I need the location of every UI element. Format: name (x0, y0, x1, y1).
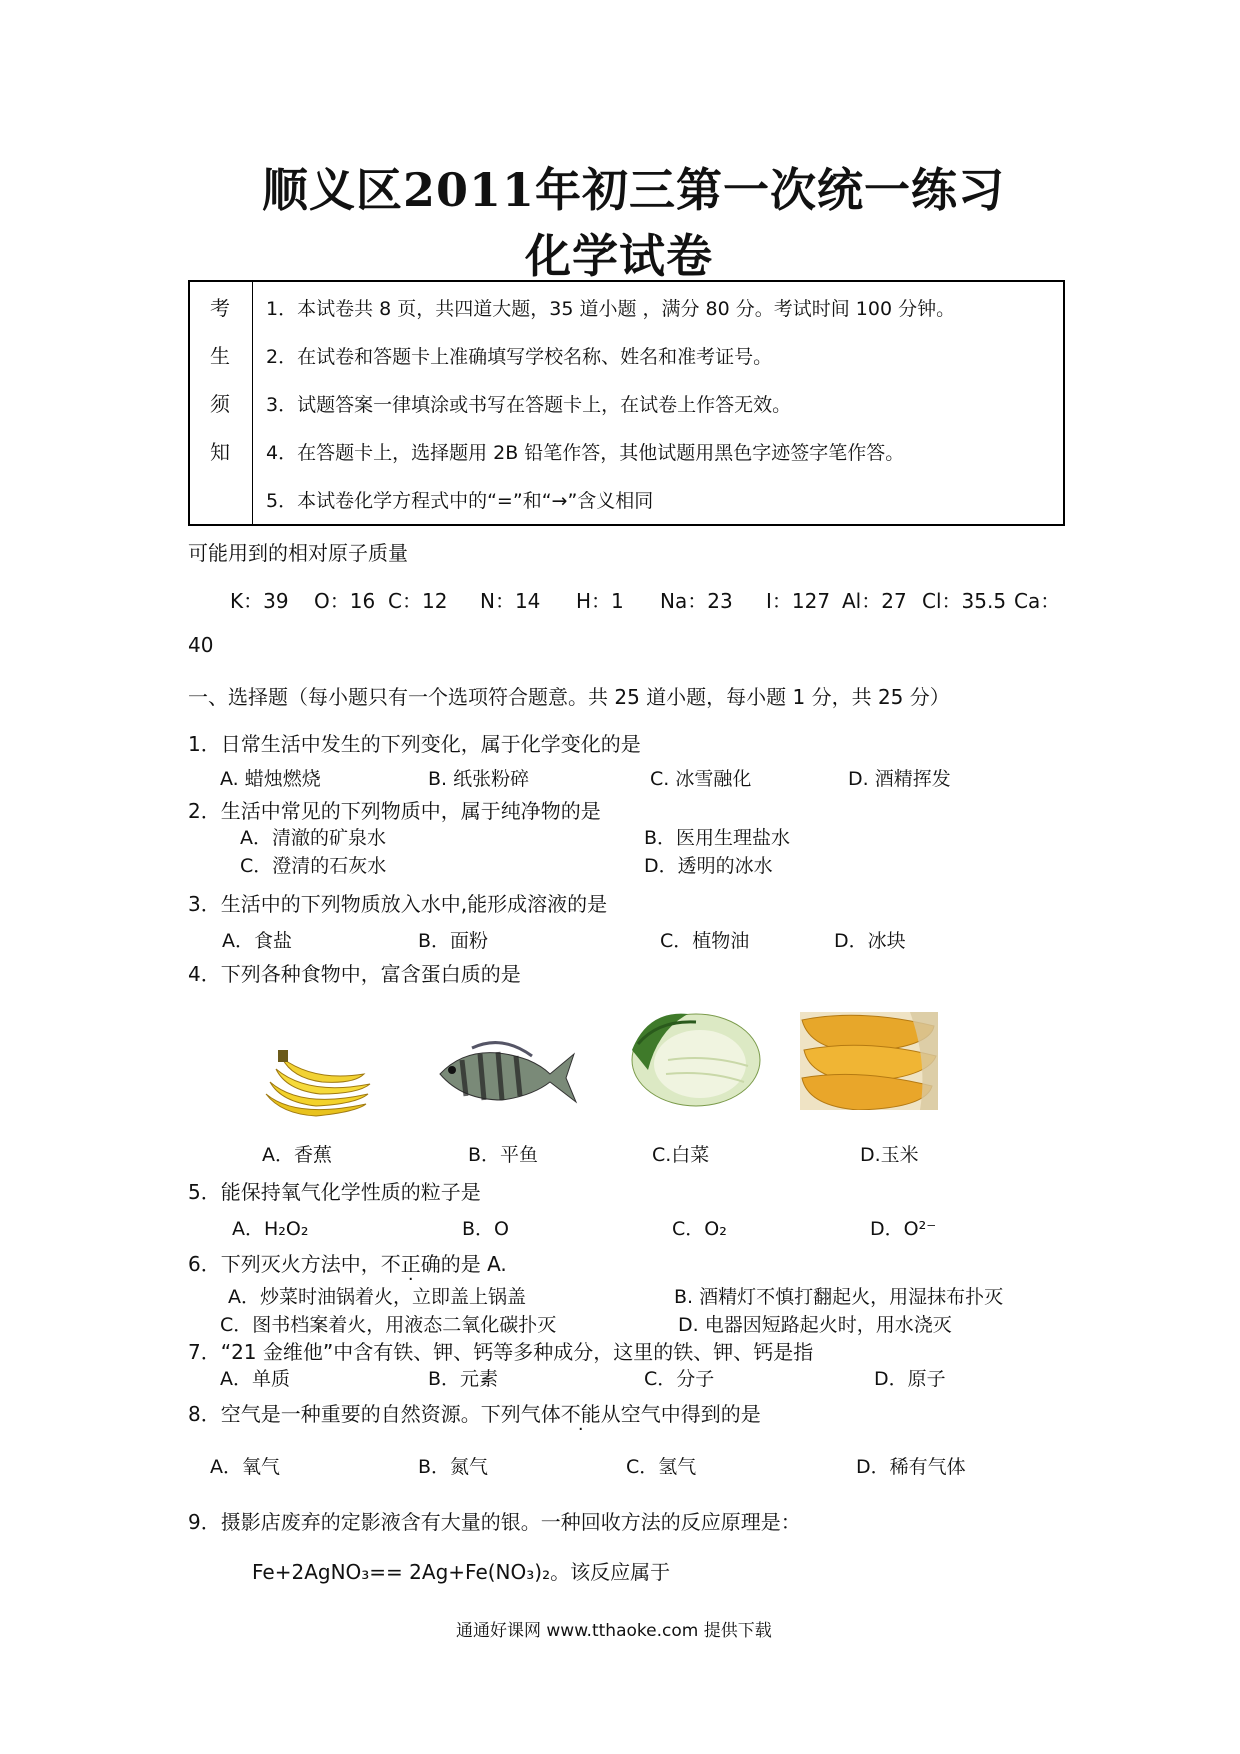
question-2-option-a: A．清澈的矿泉水 (240, 827, 386, 849)
page-subtitle: 化学试卷 (525, 229, 713, 283)
cabbage-image (618, 1000, 764, 1118)
question-3-option-c: C．植物油 (660, 930, 750, 952)
question-3-option-d: D．冰块 (834, 930, 906, 952)
question-9-equation: Fe+2AgNO₃== 2Ag+Fe(NO₃)₂。该反应属于 (252, 1560, 671, 1584)
question-8-option-c: C．氢气 (626, 1456, 697, 1478)
question-6-stem-pre: 6．下列灭火方法中， (188, 1252, 381, 1276)
notice-side-char: 考 (210, 296, 230, 320)
atomic-mass-na: Na：23 (660, 589, 733, 613)
section-heading: 一、选择题（每小题只有一个选项符合题意。共 25 道小题，每小题 1 分，共 25 分） (188, 685, 950, 709)
question-7-option-c: C．分子 (644, 1368, 715, 1390)
question-8-emphasis: 不能 (560, 1402, 601, 1426)
question-6-stem-post: 的是 A. (440, 1252, 507, 1276)
question-7-stem: 7．“21 金维他”中含有铁、钾、钙等多种成分，这里的铁、钾、钙是指 (188, 1340, 814, 1364)
question-9-stem: 9．摄影店废弃的定影液含有大量的银。一种回收方法的反应原理是： (188, 1510, 801, 1534)
question-6-option-d: D. 电器因短路起火时，用水浇灭 (678, 1314, 952, 1336)
page-title: 顺义区2011年初三第一次统一练习 (262, 163, 1006, 217)
question-1-option-b: B. 纸张粉碎 (428, 768, 530, 790)
question-8-stem (188, 1398, 761, 1427)
notice-item: 1．本试卷共 8 页，共四道大题，35 道小题 ，满分 80 分。考试时间 100 分钟。 (266, 298, 956, 320)
question-5-option-d: D．O²⁻ (870, 1218, 937, 1240)
notice-box (188, 280, 1065, 526)
question-5-option-b: B．O (462, 1218, 509, 1240)
question-4-option-b: B．平鱼 (468, 1144, 539, 1166)
question-8-stem-post: 从空气中得到的是 (600, 1402, 761, 1426)
question-6-stem (188, 1248, 507, 1277)
question-6-option-a: A．炒菜时油锅着火，立即盖上锅盖 (228, 1286, 526, 1308)
question-6-option-b: B. 酒精灯不慎打翻起火，用湿抹布扑灭 (674, 1286, 1004, 1308)
question-5-option-a: A．H₂O₂ (232, 1218, 309, 1240)
question-3-option-b: B．面粉 (418, 930, 489, 952)
notice-item: 3．试题答案一律填涂或书写在答题卡上，在试卷上作答无效。 (266, 394, 792, 416)
atomic-mass-heading: 可能用到的相对原子质量 (188, 541, 408, 565)
question-1-option-a: A. 蜡烛燃烧 (220, 768, 321, 790)
question-8-option-a: A．氧气 (210, 1456, 280, 1478)
question-1-option-d: D. 酒精挥发 (848, 768, 951, 790)
notice-item: 5．本试卷化学方程式中的“=”和“→”含义相同 (266, 490, 654, 512)
question-6-emphasis: 不正确 (380, 1252, 441, 1276)
question-4-stem: 4．下列各种食物中，富含蛋白质的是 (188, 962, 521, 986)
notice-side-char: 知 (210, 440, 230, 464)
question-5-option-c: C．O₂ (672, 1218, 727, 1240)
atomic-mass-o: O：16 (314, 589, 376, 613)
question-4-option-c: C.白菜 (652, 1144, 710, 1166)
question-1-option-c: C. 冰雪融化 (650, 768, 752, 790)
fish-image (432, 1030, 578, 1112)
notice-side-char: 须 (210, 392, 230, 416)
question-6-option-c: C．图书档案着火，用液态二氧化碳扑灭 (220, 1314, 557, 1336)
question-7-option-a: A．单质 (220, 1368, 290, 1390)
corn-image (800, 1012, 938, 1110)
atomic-mass-ca: Ca： (1014, 589, 1061, 613)
question-7-option-b: B．元素 (428, 1368, 499, 1390)
atomic-mass-al: Al：27 (842, 589, 907, 613)
question-2-option-b: B．医用生理盐水 (644, 827, 791, 849)
question-8-option-b: B．氮气 (418, 1456, 489, 1478)
question-4-option-a: A．香蕉 (262, 1144, 332, 1166)
question-1-stem: 1．日常生活中发生的下列变化，属于化学变化的是 (188, 732, 641, 756)
banana-image (256, 1024, 382, 1124)
question-7-option-d: D．原子 (874, 1368, 946, 1390)
question-3-stem: 3．生活中的下列物质放入水中,能形成溶液的是 (188, 892, 608, 916)
question-4-option-d: D.玉米 (860, 1144, 919, 1166)
question-2-option-c: C．澄清的石灰水 (240, 855, 387, 877)
question-2-option-d: D．透明的冰水 (644, 855, 773, 877)
question-2-stem: 2．生活中常见的下列物质中，属于纯净物的是 (188, 799, 601, 823)
atomic-mass-i: I：127 (766, 589, 831, 613)
question-8-stem-pre: 8．空气是一种重要的自然资源。下列气体 (188, 1402, 561, 1426)
atomic-mass-c: C：12 (388, 589, 448, 613)
notice-side-char: 生 (210, 344, 230, 368)
question-3-option-a: A．食盐 (222, 930, 292, 952)
page-footer: 通通好课网 www.tthaoke.com 提供下载 (456, 1621, 772, 1641)
atomic-mass-k: K：39 (230, 589, 289, 613)
atomic-mass-cl: Cl：35.5 (922, 589, 1007, 613)
atomic-mass-h: H：1 (576, 589, 624, 613)
notice-item: 4．在答题卡上，选择题用 2B 铅笔作答，其他试题用黑色字迹签字笔作答。 (266, 442, 905, 464)
question-8-option-d: D．稀有气体 (856, 1456, 966, 1478)
notice-divider (252, 282, 253, 524)
atomic-mass-n: N：14 (480, 589, 541, 613)
atomic-mass-ca-value: 40 (188, 633, 214, 657)
notice-item: 2．在试卷和答题卡上准确填写学校名称、姓名和准考证号。 (266, 346, 773, 368)
question-5-stem: 5．能保持氧气化学性质的粒子是 (188, 1180, 481, 1204)
